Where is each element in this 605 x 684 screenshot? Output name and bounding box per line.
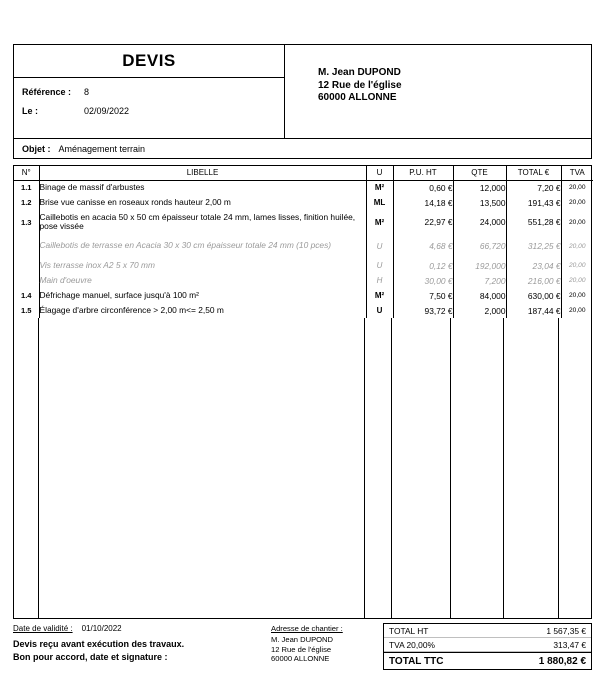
- cell-unit: M²: [366, 180, 393, 195]
- table-row: [14, 210, 593, 234]
- filler-col-unit-price: [392, 318, 452, 618]
- line-items-table: [13, 165, 592, 619]
- site-address-city: 60000 ALLONNE: [271, 654, 330, 663]
- column-header-unit-price: P.U. HT: [393, 166, 453, 180]
- cell-unit: H: [366, 273, 393, 288]
- total-ht-label: TOTAL HT: [389, 625, 429, 636]
- cell-num: 1.3: [14, 210, 39, 234]
- validity-row: [13, 624, 268, 633]
- cell-unit: U: [366, 258, 393, 273]
- cell-libelle: Brise vue canisse en roseaux ronds hauteur 2,00 m: [39, 195, 366, 210]
- cell-qte: 84,000: [453, 288, 506, 303]
- subject-row: [13, 139, 592, 159]
- filler-col-libelle: [39, 318, 365, 618]
- table-row: [14, 273, 593, 288]
- table-row: [14, 288, 593, 303]
- cell-num: 1.4: [14, 288, 39, 303]
- cell-num: 1.2: [14, 195, 39, 210]
- cell-num: [14, 273, 39, 288]
- column-header-num: N°: [14, 166, 39, 180]
- cell-pu: 93,72 €: [393, 303, 453, 318]
- totals-box: [383, 623, 592, 670]
- total-ht-value: 1 567,35 €: [546, 625, 586, 636]
- document-footer: [13, 624, 592, 684]
- date-label: Le :: [22, 106, 39, 116]
- cell-num: 1.1: [14, 180, 39, 195]
- column-header-quantity: QTE: [453, 166, 506, 180]
- filler-col-num: [14, 318, 39, 618]
- cell-tva: 20,00: [568, 184, 586, 192]
- reference-row: [22, 87, 284, 97]
- cell-unit: M²: [366, 210, 393, 234]
- column-header-unit: U: [366, 166, 393, 180]
- cell-qte: 66,720: [453, 234, 506, 258]
- cell-total: 216,00 €: [506, 273, 561, 288]
- filler-col-vat: [559, 318, 591, 618]
- reference-block: [14, 78, 284, 138]
- cell-qte: 192,000: [453, 258, 506, 273]
- site-address-block: [271, 624, 391, 664]
- footer-notes-block: [13, 624, 268, 664]
- cell-tva: 20,00: [568, 307, 586, 314]
- total-ttc-label: TOTAL TTC: [389, 655, 444, 667]
- cell-unit: U: [366, 303, 393, 318]
- cell-tva: 20,00: [568, 262, 586, 269]
- cell-libelle: Défrichage manuel, surface jusqu'à 100 m²: [39, 288, 366, 303]
- cell-unit: ML: [366, 195, 393, 210]
- cell-unit: M²: [366, 288, 393, 303]
- cell-qte: 2,000: [453, 303, 506, 318]
- cell-total: 312,25 €: [506, 234, 561, 258]
- footer-note-line-1: Devis reçu avant exécution des travaux.: [13, 639, 185, 649]
- cell-total: 7,20 €: [506, 180, 561, 195]
- recipient-city: 60000 ALLONNE: [318, 92, 397, 103]
- total-ttc-value: 1 880,82 €: [538, 655, 586, 667]
- line-items-grid: [14, 166, 593, 318]
- filler-col-total: [504, 318, 559, 618]
- cell-pu: 14,18 €: [393, 195, 453, 210]
- cell-qte: 12,000: [453, 180, 506, 195]
- cell-pu: 22,97 €: [393, 210, 453, 234]
- filler-col-quantity: [451, 318, 504, 618]
- quote-document: [13, 44, 592, 684]
- cell-libelle: Binage de massif d'arbustes: [39, 180, 366, 195]
- cell-libelle: Élagage d'arbre circonférence > 2,00 m<= 2,50 m: [39, 303, 366, 318]
- cell-tva: 20,00: [568, 277, 586, 284]
- cell-libelle: Caillebotis de terrasse en Acacia 30 x 30 cm épaisseur totale 24 mm (10 pces): [39, 234, 366, 258]
- cell-total: 23,04 €: [506, 258, 561, 273]
- table-row: [14, 258, 593, 273]
- table-row: [14, 303, 593, 318]
- cell-unit: U: [366, 234, 393, 258]
- table-empty-space: [14, 318, 591, 618]
- cell-total: 630,00 €: [506, 288, 561, 303]
- table-body: [14, 180, 593, 318]
- date-value: 02/09/2022: [84, 106, 130, 116]
- filler-col-unit: [365, 318, 392, 618]
- cell-num: [14, 258, 39, 273]
- total-ht-row: [384, 624, 591, 638]
- document-header: [13, 44, 592, 139]
- cell-pu: 4,68 €: [393, 234, 453, 258]
- total-ttc-row: [384, 652, 591, 669]
- cell-tva: 20,00: [568, 199, 586, 206]
- cell-tva: 20,00: [568, 292, 586, 299]
- document-title-cell: [14, 45, 284, 78]
- recipient-street: 12 Rue de l'église: [318, 79, 402, 91]
- cell-qte: 13,500: [453, 195, 506, 210]
- table-row: [14, 180, 593, 195]
- recipient-name: M. Jean DUPOND: [318, 67, 401, 78]
- cell-num: 1.5: [14, 303, 39, 318]
- footer-note-line-2: Bon pour accord, date et signature :: [13, 652, 168, 662]
- cell-pu: 0,12 €: [393, 258, 453, 273]
- cell-pu: 7,50 €: [393, 288, 453, 303]
- subject-value: Aménagement terrain: [58, 143, 146, 154]
- cell-total: 191,43 €: [506, 195, 561, 210]
- cell-total: 187,44 €: [506, 303, 561, 318]
- column-header-vat: TVA: [561, 166, 593, 180]
- cell-tva: 20,00: [568, 218, 586, 226]
- cell-pu: 0,60 €: [393, 180, 453, 195]
- reference-label: Référence :: [22, 87, 72, 97]
- cell-qte: 7,200: [453, 273, 506, 288]
- cell-tva: 20,00: [568, 242, 586, 250]
- table-header-row: [14, 166, 593, 180]
- column-header-total: TOTAL €: [506, 166, 561, 180]
- cell-libelle: Main d'oeuvre: [39, 273, 366, 288]
- site-address-label: Adresse de chantier :: [271, 624, 343, 633]
- validity-value: 01/10/2022: [81, 624, 122, 633]
- table-row: [14, 195, 593, 210]
- cell-pu: 30,00 €: [393, 273, 453, 288]
- header-left-block: [14, 45, 285, 138]
- cell-total: 551,28 €: [506, 210, 561, 234]
- subject-label: Objet :: [22, 143, 51, 154]
- table-header: [14, 166, 593, 180]
- site-address-street: 12 Rue de l'église: [271, 644, 332, 654]
- recipient-block: [285, 45, 591, 138]
- total-vat-row: [384, 638, 591, 652]
- page-title: DEVIS: [122, 51, 176, 70]
- validity-label: Date de validité :: [13, 624, 73, 633]
- cell-qte: 24,000: [453, 210, 506, 234]
- cell-num: [14, 234, 39, 258]
- date-row: [22, 106, 284, 116]
- site-address-name: M. Jean DUPOND: [271, 635, 334, 644]
- reference-value: 8: [84, 87, 90, 97]
- column-header-libelle: LIBELLE: [39, 166, 366, 180]
- total-vat-value: 313,47 €: [553, 639, 586, 650]
- table-row: [14, 234, 593, 258]
- total-vat-label: TVA 20,00%: [389, 639, 435, 650]
- cell-libelle: Vis terrasse inox A2 5 x 70 mm: [39, 258, 366, 273]
- cell-libelle: Caillebotis en acacia 50 x 50 cm épaisseur totale 24 mm, lames lisses, finition huilée, pose vissée: [39, 210, 366, 234]
